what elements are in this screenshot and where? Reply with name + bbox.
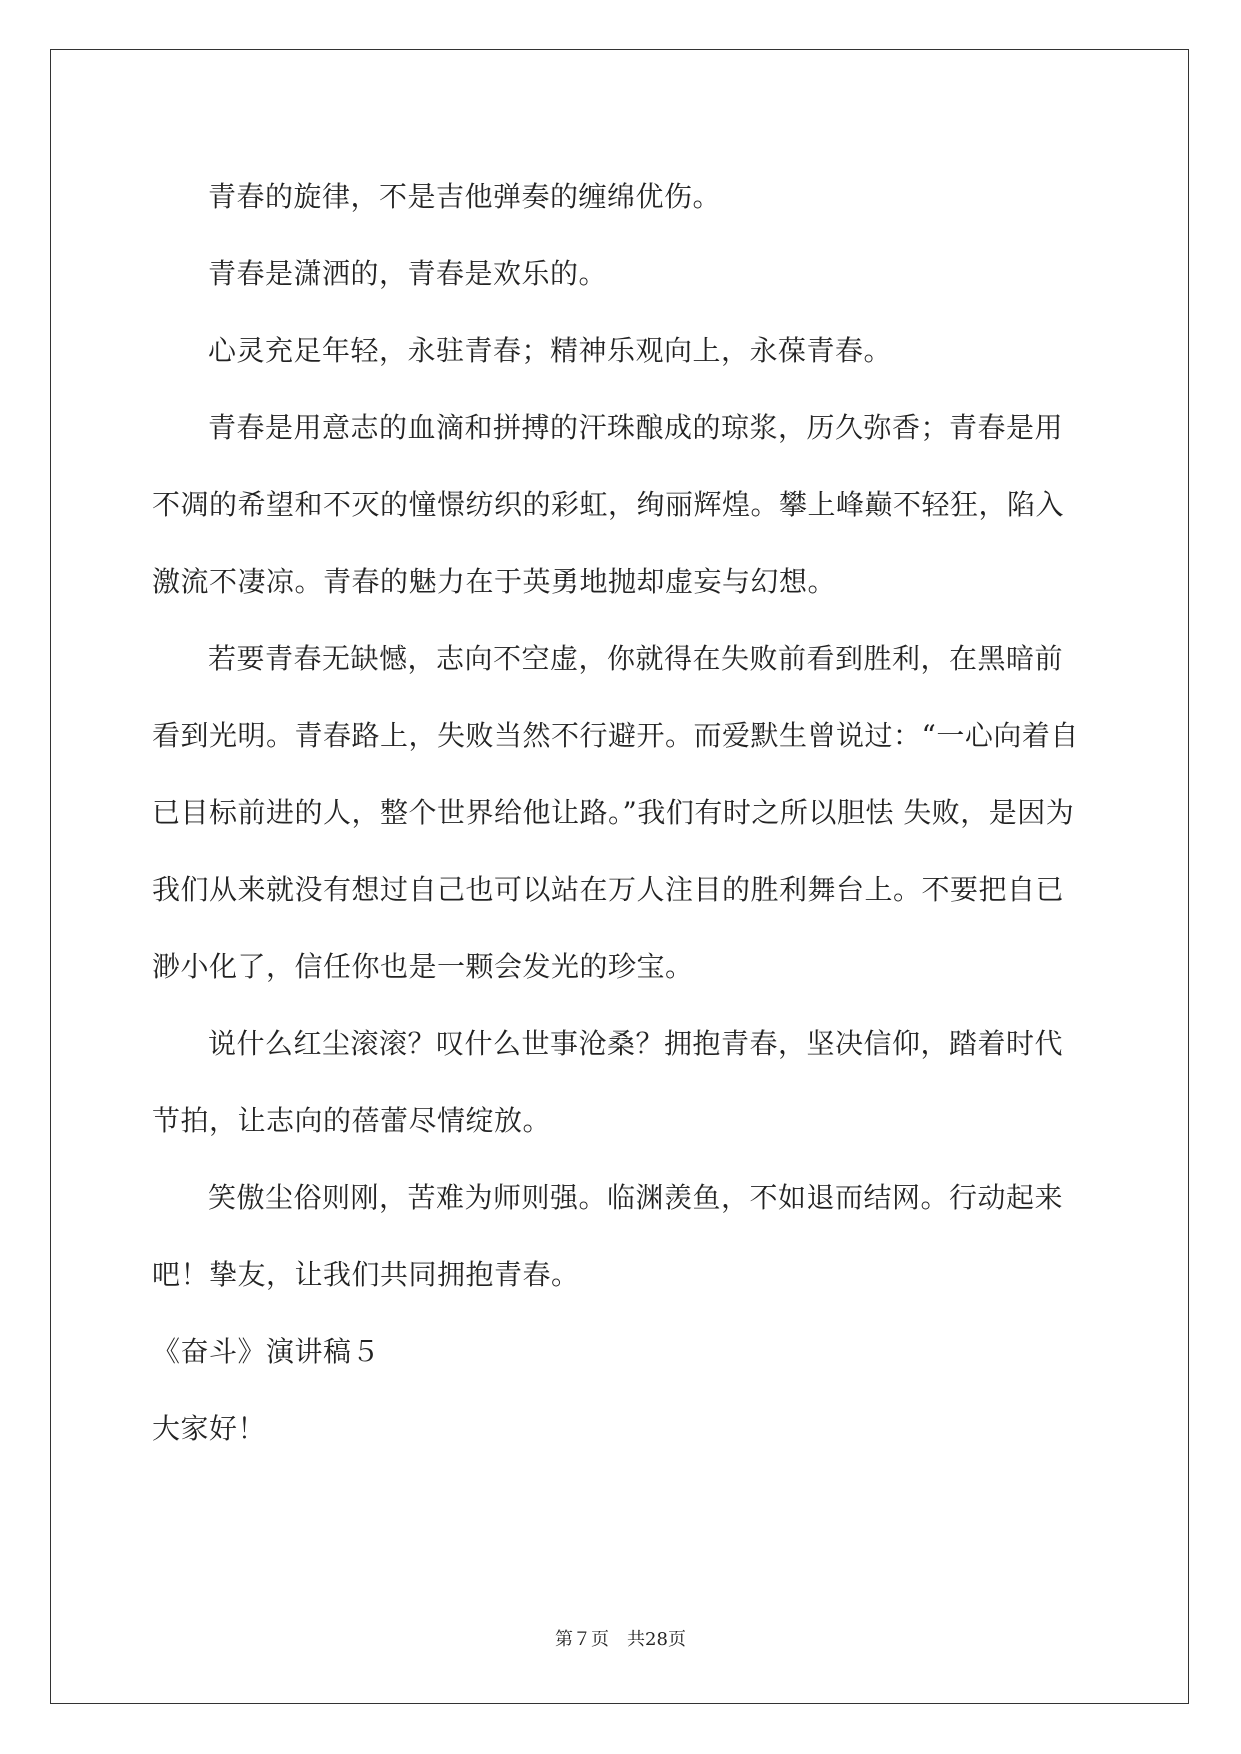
paragraph: 青春是潇洒的，青春是欢乐的。 [208,257,608,290]
document-body [152,158,1087,1467]
greeting: 大家好！ [152,1412,267,1445]
paragraph: 若要青春无缺憾，志向不空虚，你就得在失败前看到胜利，在黑暗前看到光明。青春路上，失败当然不行避开。而爱默生曾说过：“一心向着自已目标前进的人，整个世界给他让路。”我们有时之所以胆怯 失败，是因为我们从来就没有想过自己也可以站在万人注目的胜利舞台上。不要把自已渺小化了，信任你也是一颗会发光的珍宝。 [152,642,1079,983]
page-number: 第７页 共28页 [555,1629,686,1650]
paragraph: 说什么红尘滚滚？叹什么世事沧桑？拥抱青春，坚决信仰，踏着时代节拍，让志向的蓓蕾尽情绽放。 [152,1027,1064,1137]
section-title: 《奋斗》演讲稿５ [152,1335,381,1368]
paragraph: 青春的旋律，不是吉他弹奏的缠绵优伤。 [208,180,722,213]
paragraph: 青春是用意志的血滴和拼搏的汗珠酿成的琼浆，历久弥香；青春是用不凋的希望和不灭的憧憬纺织的彩虹，绚丽辉煌。攀上峰巅不轻狂，陷入激流不凄凉。青春的魅力在于英勇地抛却虚妄与幻想。 [152,411,1065,598]
paragraph: 笑傲尘俗则刚，苦难为师则强。临渊羡鱼，不如退而结网。行动起来吧！挚友，让我们共同拥抱青春。 [152,1181,1064,1291]
paragraph: 心灵充足年轻，永驻青春；精神乐观向上，永葆青春。 [208,334,893,367]
